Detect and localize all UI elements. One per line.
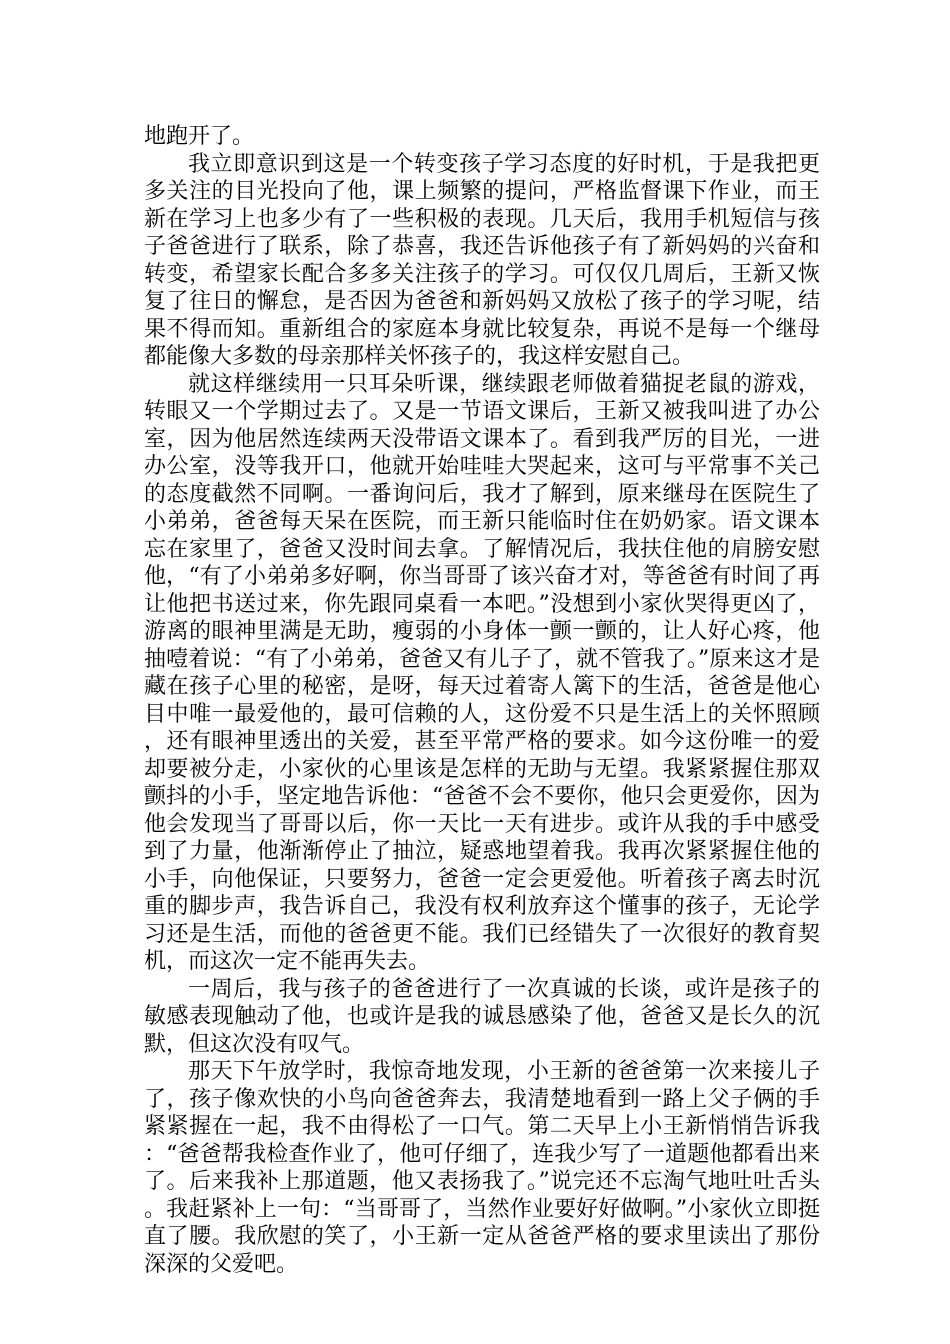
document-body <box>144 123 820 1278</box>
paragraph-3: 就这样继续用一只耳朵听课，继续跟老师做着猫捉老鼠的游戏，转眼又一个学期过去了。又是一节语文课后，王新又被我叫进了办公室，因为他居然连续两天没带语文课本了。看到我严厉的目光，一进办公室，没等我开口，他就开始哇哇大哭起来，这可与平常事不关己的态度截然不同啊。一番询问后，我才了解到，原来继母在医院生了小弟弟，爸爸每天呆在医院，而王新只能临时住在奶奶家。语文课本忘在家里了，爸爸又没时间去拿。了解情况后，我扶住他的肩膀安慰他，“有了小弟弟多好啊，你当哥哥了该兴奋才对，等爸爸有时间了再让他把书送过来，你先跟同桌看一本吧。”没想到小家伙哭得更凶了，游离的眼神里满是无助，瘦弱的小身体一颤一颤的，让人好心疼，他抽噎着说：“有了小弟弟，爸爸又有儿子了，就不管我了。”原来这才是藏在孩子心里的秘密，是呀，每天过着寄人篱下的生活，爸爸是他心目中唯一最爱他的，最可信赖的人，这份爱不只是生活上的关怀照顾，还有眼神里透出的关爱，甚至平常严格的要求。如今这份唯一的爱却要被分走，小家伙的心里该是怎样的无助与无望。我紧紧握住那双颤抖的小手，坚定地告诉他：“爸爸不会不要你，他只会更爱你，因为他会发现当了哥哥以后，你一天比一天有进步。或许从我的手中感受到了力量，他渐渐停止了抽泣，疑惑地望着我。我再次紧紧握住他的小手，向他保证，只要努力，爸爸一定会更爱他。听着孩子离去时沉重的脚步声，我告诉自己，我没有权利放弃这个懂事的孩子，无论学习还是生活，而他的爸爸更不能。我们已经错失了一次很好的教育契机，而这次一定不能再失去。 <box>144 371 820 974</box>
paragraph-4: 一周后，我与孩子的爸爸进行了一次真诚的长谈，或许是孩子的敏感表现触动了他，也或许是我的诚恳感染了他，爸爸又是长久的沉默，但这次没有叹气。 <box>144 976 820 1057</box>
paragraph-5: 那天下午放学时，我惊奇地发现，小王新的爸爸第一次来接儿子了，孩子像欢快的小鸟向爸爸奔去，我清楚地看到一路上父子俩的手紧紧握在一起，我不由得松了一口气。第二天早上小王新悄悄告诉我：“爸爸帮我检查作业了，他可仔细了，连我少写了一道题他都看出来了。后来我补上那道题，他又表扬我了。”说完还不忘淘气地吐吐舌头。我赶紧补上一句：“当哥哥了，当然作业要好好做啊。”小家伙立即挺直了腰。我欣慰的笑了，小王新一定从爸爸严格的要求里读出了那份深深的父爱吧。 <box>144 1059 820 1277</box>
paragraph-1: 地跑开了。 <box>144 124 255 149</box>
paragraph-2: 我立即意识到这是一个转变孩子学习态度的好时机，于是我把更多关注的目光投向了他，课上频繁的提问，严格监督课下作业，而王新在学习上也多少有了一些积极的表现。几天后，我用手机短信与孩子爸爸进行了联系，除了恭喜，我还告诉他孩子有了新妈妈的兴奋和转变，希望家长配合多多关注孩子的学习。可仅仅几周后，王新又恢复了往日的懈怠，是否因为爸爸和新妈妈又放松了孩子的学习呢，结果不得而知。重新组合的家庭本身就比较复杂，再说不是每一个继母都能像大多数的母亲那样关怀孩子的，我这样安慰自己。 <box>144 151 820 369</box>
